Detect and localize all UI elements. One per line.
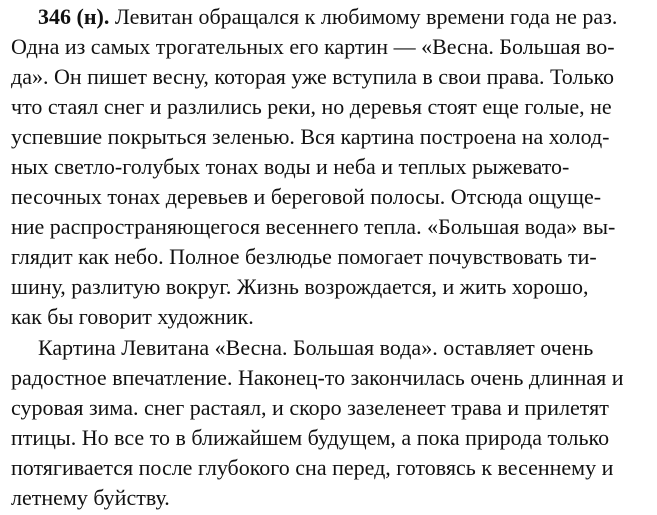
text-line: суровая зима. снег растаял, и скоро зазеленеет трава и прилетят (11, 395, 609, 420)
text-line: радостное впечатление. Наконец-то закончилась очень длинная и (11, 365, 624, 390)
text-line: да». Он пишет весну, которая уже вступила в свои права. Только (11, 64, 615, 89)
text-line: птицы. Но все то в ближайшем будущем, а пока природа только (11, 425, 610, 450)
text-line: Одна из самых трогательных его картин — «Весна. Большая во- (11, 34, 615, 59)
text-line: летнему буйству. (11, 485, 170, 510)
text-line: что стаял снег и разлились реки, но деревья стоят еще голые, не (11, 94, 612, 119)
text-line: глядит как небо. Полное безлюдье помогает почувствовать ти- (11, 244, 597, 269)
text-line: успевшие покрыться зеленью. Вся картина построена на холод- (11, 124, 610, 149)
text-line: как бы говорит художник. (11, 304, 254, 329)
text-line: ние распространяющегося весеннего тепла. «Большая вода» вы- (11, 214, 616, 239)
text-line (38, 2, 617, 33)
text-line: шину, разлитую вокруг. Жизнь возрождается, и жить хорошо, (11, 274, 589, 299)
text-line: песочных тонах деревьев и береговой полосы. Отсюда ощуще- (11, 184, 602, 209)
text-line: Картина Левитана «Весна. Большая вода». оставляет очень (38, 335, 594, 360)
text-line: ных светло-голубых тонах воды и неба и теплых рыжевато- (11, 154, 570, 179)
text-line: потягивается после глубокого сна перед, готовясь к весеннему и (11, 455, 614, 480)
line-text: Левитан обращался к любимому времени года не раз. (114, 4, 618, 29)
exercise-number: 346 (н). (38, 4, 110, 29)
